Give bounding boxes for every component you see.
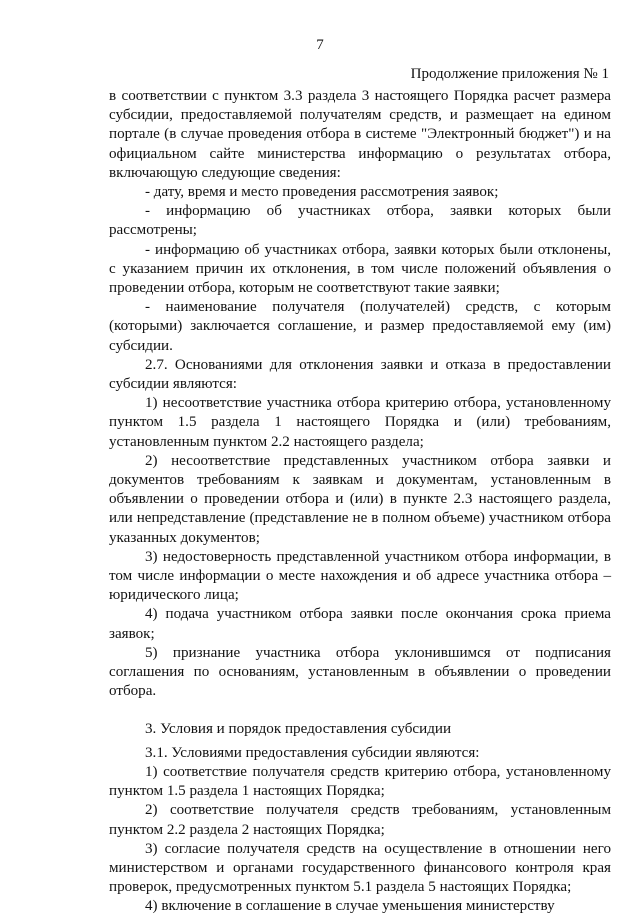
paragraph: 4) включение в соглашение в случае уменьшения министерству <box>145 898 555 915</box>
paragraph: - информацию об участниках отбора, заявки которых были отклонены, с указанием причин их отклонения, в том числе положений объявления о проведении отбора, которым не соответствуют такие заявки; <box>109 241 611 297</box>
page-number: 7 <box>316 37 324 53</box>
paragraph: 5) признание участника отбора уклонившимся от подписания соглашения по основаниям, установленным в объявлении о проведении отбора. <box>109 644 611 700</box>
paragraph: - наименование получателя (получателей) средств, с которым (которыми) заключается соглашение, и размер предоставляемой ему (им) субсидии. <box>109 299 611 354</box>
paragraph: 4) подача участником отбора заявки после окончания срока приема заявок; <box>109 606 611 642</box>
paragraph: 3) согласие получателя средств на осуществление в отношении него министерством и органами государственного финансового контроля края проверок, предусмотренных пунктом 5.1 раздела 5 настоящих Порядка; <box>109 840 611 896</box>
paragraph: 1) соответствие получателя средств критерию отбора, установленному пунктом 1.5 раздела 1 настоящих Порядка; <box>109 763 611 800</box>
section-heading: 3. Условия и порядок предоставления субсидии <box>145 720 452 737</box>
paragraph: - дату, время и место проведения рассмотрения заявок; <box>145 184 499 201</box>
paragraph: в соответствии с пунктом 3.3 раздела 3 настоящего Порядка расчет размера субсидии, предоставляемой получателям средств, и размещает на едином портале (в случае проведения отбора в системе "Электронный бюджет") и на официальном сайте министерства информацию о результатах отбора, включающую следующие сведения: <box>109 88 611 181</box>
paragraph: 2.7. Основаниями для отклонения заявки и отказа в предоставлении субсидии являются: <box>109 356 611 393</box>
paragraph: - информацию об участниках отбора, заявки которых были рассмотрены; <box>109 203 611 239</box>
paragraph: 3) недостоверность представленной участником отбора информации, в том числе информации о месте нахождения и об адресе участника отбора – юридического лица; <box>109 548 611 604</box>
paragraph: 3.1. Условиями предоставления субсидии являются: <box>145 744 480 761</box>
paragraph: 2) соответствие получателя средств требованиям, установленным пунктом 2.2 раздела 2 настоящих Порядка; <box>109 802 611 838</box>
document-body <box>109 87 611 917</box>
paragraph: 2) несоответствие представленных участником отбора заявки и документов требованиям к заявкам и документам, установленным в объявлении о проведении отбора и (или) в пункте 2.3 настоящего раздела, или непредставление (представление не в полном объеме) участником отбора указанных документов; <box>109 452 611 546</box>
paragraph: 1) несоответствие участника отбора критерию отбора, установленному пунктом 1.5 раздела 1 настоящего Порядка и (или) требованиям, установленным пунктом 2.2 настоящего раздела; <box>109 395 611 450</box>
appendix-continuation-label: Продолжение приложения № 1 <box>410 66 609 82</box>
